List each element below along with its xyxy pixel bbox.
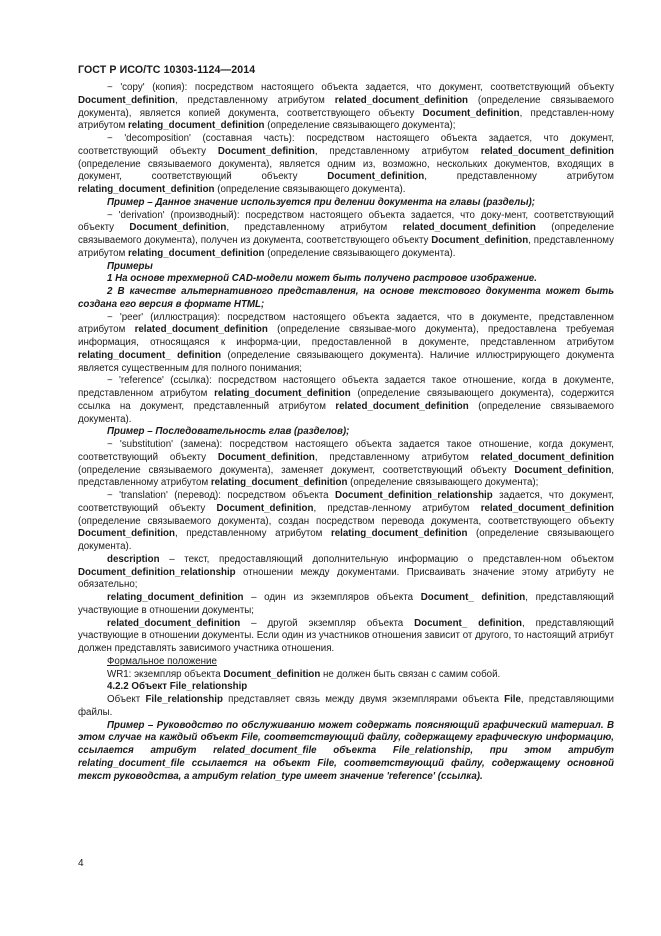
paragraph: Пример – Последовательность глав (разделов); <box>107 426 350 438</box>
paragraph: Пример – Руководство по обслуживанию может содержать поясняющий графический материал. В этом случае на каждый объект File, соответствующий файлу, содержащему графическую информацию, ссылается атрибут related_document_file объекта File_relationship, при этом атрибут relating_document_file ссылается на объект File, соответствующий файлу, содержащему основной текст руководства, а атрибут relation_type имеет значение 'reference' (ссылка). <box>78 719 614 782</box>
paragraph: Объект File_relationship представляет связь между двумя экземплярами объекта File, представляющими файлы. <box>78 694 614 718</box>
paragraph: 1 На основе трехмерной CAD-модели может быть получено растровое изображение. <box>107 273 537 285</box>
paragraph: − 'decomposition' (составная часть): посредством настоящего объекта задается, что документ, соответствующий объекту Document_definition, представленному атрибутом related_document_definition (определение связываемого документа), является одним из, возможно, нескольких документов, входящих в документ, соответствующий объекту Document_definition, представленному атрибутом relating_document_definition (определение связывающего документа). <box>78 133 614 195</box>
document-page <box>78 64 614 783</box>
page-number: 4 <box>78 858 84 869</box>
paragraph: 4.2.2 Объект File_relationship <box>107 681 248 693</box>
document-header: ГОСТ Р ИСО/ТС 10303-1124—2014 <box>78 64 256 76</box>
paragraph: − 'translation' (перевод): посредством объекта Document_definition_relationship задается, что документ, соответствующий объекту Document_definition, представ-ленному атрибутом related_document_definition (определение связываемого документа), создан посредством перевода документа, соответствующего объекту Document_definition, представленному атрибутом relating_document_definition (определение связывающего документа). <box>78 490 615 552</box>
paragraph: − 'copy' (копия): посредством настоящего объекта задается, что документ, соответствующий объекту Document_definition, представленному атрибутом related_document_definition (определение связываемого документа), является копией документа, соответствующего объекту Document_definition, представлен-ному атрибутом relating_document_definition (определение связывающего документа); <box>78 82 614 132</box>
document-body <box>78 82 614 783</box>
paragraph: 2 В качестве альтернативного представления, на основе текстового документа может быть создана его версия в формате HTML; <box>78 286 614 310</box>
paragraph: related_document_definition – другой экземпляр объекта Document_ definition, представляющий участвующие в отношении документы. Если один из участников отношения зависит от другого, то настоящий атрибут должен представлять зависимого участника отношения. <box>78 617 615 654</box>
paragraph: relating_document_definition – один из экземпляров объекта Document_ definition, представляющий участвующие в отношении документы; <box>78 592 615 616</box>
paragraph: − 'peer' (иллюстрация): посредством настоящего объекта задается, что в документе, представленном атрибутом related_document_definition (определение связывае-мого документа), предоставлена требуемая информация, относящаяся к информа-ции, предоставленной в документе, представленном атрибутом relating_document_ definition (определение связывающего документа). Наличие иллюстрирующего документа является существенным для полного понимания; <box>78 311 615 374</box>
paragraph: − 'reference' (ссылка): посредством настоящего объекта задается такое отношение, когда в документе, представленном атрибутом relating_document_definition (определение связывающего документа), содержится ссылка на документ, представленный атрибутом related_document_definition (определение связываемого документа). <box>78 375 614 425</box>
paragraph: − 'derivation' (производный): посредством настоящего объекта задается, что доку-мент, соответствующий объекту Document_definition, представленному атрибутом related_document_definition (определение связываемого документа), получен из документа, соответствующего объекту Document_definition, представленному атрибутом relating_document_definition (определение связывающего документа). <box>78 209 614 259</box>
paragraph: Формальное положение <box>107 655 217 667</box>
paragraph: − 'substitution' (замена): посредством настоящего объекта задается такое отношение, когда документ, соответствующий объекту Document_definition, представленному атрибутом related_document_definition (определение связываемого документа), заменяет документ, соответствующий объекту Document_definition, представленному атрибутом relating_document_definition (определение связывающего документа); <box>78 439 614 489</box>
paragraph: Примеры <box>107 260 153 272</box>
paragraph: description – текст, предоставляющий дополнительную информацию о представлен-ном объектом Document_definition_relationship отношении между документами. Присваивать значение этому атрибуту не обязательно; <box>78 553 614 591</box>
paragraph: Пример – Данное значение используется при делении документа на главы (разделы); <box>107 196 536 208</box>
paragraph: WR1: экземпляр объекта Document_definition не должен быть связан с самим собой. <box>107 668 501 680</box>
